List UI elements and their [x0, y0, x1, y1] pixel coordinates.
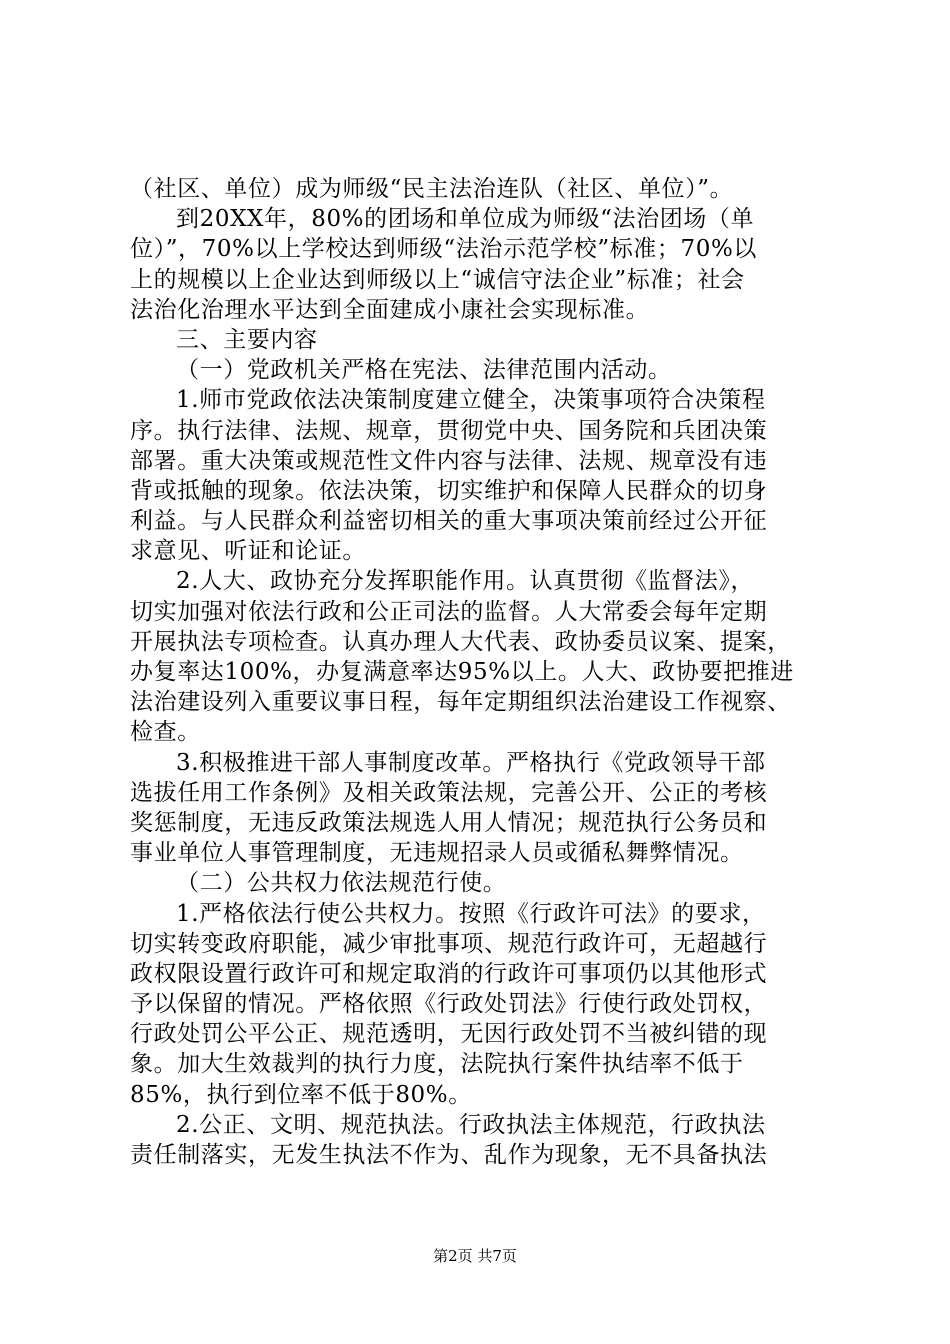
- text-line: 位）”，70%以上学校达到师级“法治示范学校”标准；70%以: [130, 236, 758, 263]
- text-line: 1.师市党政依法决策制度建立健全，决策事项符合决策程: [176, 387, 766, 414]
- text-line: 上的规模以上企业达到师级以上“诚信守法企业”标准；社会: [130, 266, 745, 293]
- text-line: 部署。重大决策或规范性文件内容与法律、法规、规章没有违: [130, 447, 768, 474]
- text-line: （社区、单位）成为师级“民主法治连队（社区、单位）”。: [130, 176, 734, 202]
- text-line: 责任制落实，无发生执法不作为、乱作为现象，无不具备执法: [130, 1142, 768, 1168]
- text-line: 1.严格依法行使公共权力。按照《行政许可法》的要求，: [176, 900, 766, 927]
- text-line: 利益。与人民群众利益密切相关的重大事项决策前经过公开征: [130, 508, 768, 535]
- text-line: （二）公共权力依法规范行使。: [176, 870, 507, 897]
- text-line: 事业单位人事管理制度，无违规招录人员或循私舞弊情况。: [130, 840, 744, 867]
- text-line: 求意见、听证和论证。: [130, 538, 366, 565]
- text-line: 开展执法专项检查。认真办理人大代表、政协委员议案、提案，: [130, 628, 791, 655]
- text-line: 到20XX年，80%的团场和单位成为师级“法治团场（单: [176, 206, 755, 233]
- text-line: 序。执行法律、法规、规章，贯彻党中央、国务院和兵团决策: [130, 417, 768, 444]
- text-line: 三、主要内容: [176, 326, 318, 353]
- text-line: 予以保留的情况。严格依照《行政处罚法》行使行政处罚权，: [130, 991, 768, 1018]
- document-body: [130, 174, 830, 1170]
- text-line: 奖惩制度，无违反政策法规选人用人情况；规范执行公务员和: [130, 809, 768, 836]
- text-line: 切实转变政府职能，减少审批事项、规范行政许可，无超越行: [130, 930, 768, 957]
- text-line: 政权限设置行政许可和规定取消的行政许可事项仍以其他形式: [130, 960, 768, 987]
- page-footer: 第2页 共7页: [433, 1247, 517, 1265]
- text-line: 检查。: [130, 719, 201, 746]
- text-line: 办复率达100%，办复满意率达95%以上。人大、政协要把推进: [130, 659, 794, 685]
- text-line: 选拔任用工作条例》及相关政策法规，完善公开、公正的考核: [130, 779, 768, 806]
- text-line: （一）党政机关严格在宪法、法律范围内活动。: [176, 357, 672, 384]
- text-line: 背或抵触的现象。依法决策，切实维护和保障人民群众的切身: [130, 477, 768, 504]
- text-line: 85%，执行到位率不低于80%。: [130, 1081, 472, 1108]
- text-line: 法治建设列入重要议事日程，每年定期组织法治建设工作视察、: [130, 689, 791, 716]
- text-line: 切实加强对依法行政和公正司法的监督。人大常委会每年定期: [130, 598, 768, 625]
- text-line: 2.人大、政协充分发挥职能作用。认真贯彻《监督法》，: [176, 568, 755, 595]
- text-line: 行政处罚公平公正、规范透明，无因行政处罚不当被纠错的现: [130, 1021, 768, 1048]
- text-line: 象。加大生效裁判的执行力度，法院执行案件执结率不低于: [130, 1051, 744, 1078]
- text-line: 2.公正、文明、规范执法。行政执法主体规范，行政执法: [176, 1111, 766, 1138]
- text-line: 3.积极推进干部人事制度改革。严格执行《党政领导干部: [176, 749, 766, 776]
- text-line: 法治化治理水平达到全面建成小康社会实现标准。: [130, 296, 650, 323]
